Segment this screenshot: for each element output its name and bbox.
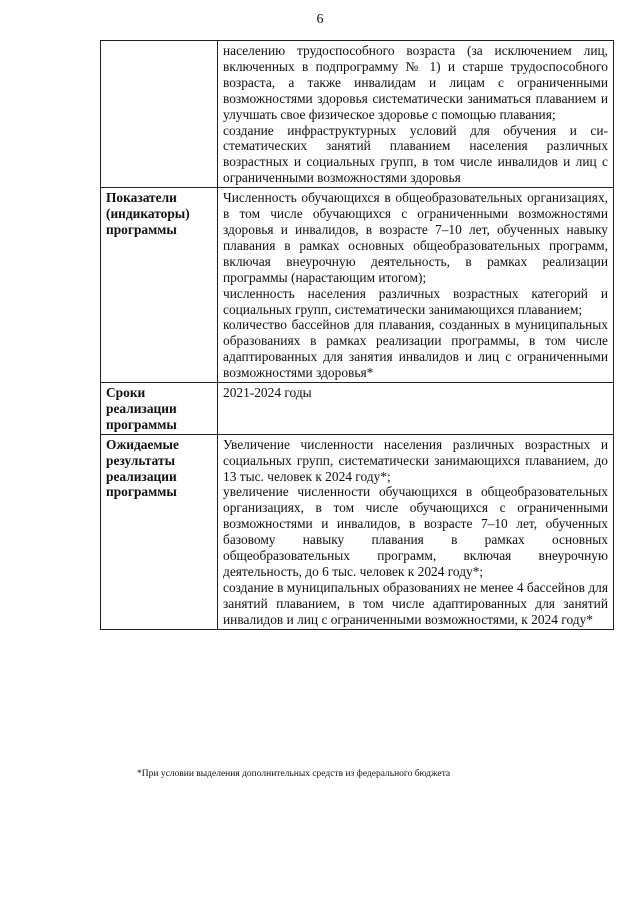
row-label: Показатели (индикаторы) программы (101, 188, 218, 383)
paragraph: увеличение численности обучающихся в общеобразовательных организациях, в том числе обучающихся с ограниченными возможностями и инвалидов, в возрасте 7–10 лет, обученных базовому навыку плавания в рамках основных общеобразовательных программ, включая внеурочную деятельность, до 6 тыс. человек к 2024 году*; (223, 484, 608, 579)
paragraph: создание в муниципальных образованиях не менее 4 бассейнов для занятий плаванием, в том числе адаптированных для занятий инвалидов и лиц с ограниченными возможностями, к 2024 году* (223, 579, 608, 627)
row-label: Сроки реализации программы (101, 383, 218, 435)
program-passport-table (100, 40, 614, 630)
paragraph: населению трудоспособного возраста (за исключением лиц, включенных в подпрограмму № 1) и старше трудоспособного возраста, а также инвалидам и лицам с ограниченными возможностями здоровья систематически заниматься плаванием и улучшать свое физическое здоровье с помощью плавания; (223, 43, 608, 122)
table-row (101, 41, 614, 188)
paragraph: Численность обучающихся в общеобразовательных организациях, в том числе обучающихся с ограниченными возможностями здоровья и инвалидов, в возрасте 7–10 лет, обученных навыку плавания в рамках основных общеобразовательных программ, включая внеурочную деятельность, в рамках реализации программы (нарастающим итогом); (223, 190, 608, 285)
table-row (101, 188, 614, 383)
row-content (218, 188, 614, 383)
paragraph: численность населения различных возрастных категорий и социальных групп, систематически занимающихся плаванием; (223, 285, 608, 317)
paragraph: Увеличение численности населения различных возрастных и социальных групп, систематически занимающихся плаванием, до 13 тыс. человек к 2024 году*; (223, 436, 608, 484)
row-content (218, 383, 614, 435)
row-label: Ожидаемые результаты реализации программы (101, 434, 218, 629)
paragraph: создание инфраструктурных условий для обучения и систематических занятий плаванием населения различных возрастных и социальных групп, в том числе инвалидов и лиц с ограниченными возможностями здоровья (223, 122, 608, 186)
table-row (101, 383, 614, 435)
row-label (101, 41, 218, 188)
paragraph: количество бассейнов для плавания, созданных в муниципальных образованиях в рамках реализации программы, в том числе адаптированных для занятия инвалидов и лиц с ограниченными возможностями здоровья* (223, 317, 608, 381)
table-row (101, 434, 614, 629)
page-number: 6 (316, 12, 324, 27)
footnote: *При условии выделения дополнительных средств из федерального бюджета (137, 769, 451, 779)
row-content (218, 41, 614, 188)
row-content (218, 434, 614, 629)
paragraph: 2021-2024 годы (223, 385, 312, 401)
